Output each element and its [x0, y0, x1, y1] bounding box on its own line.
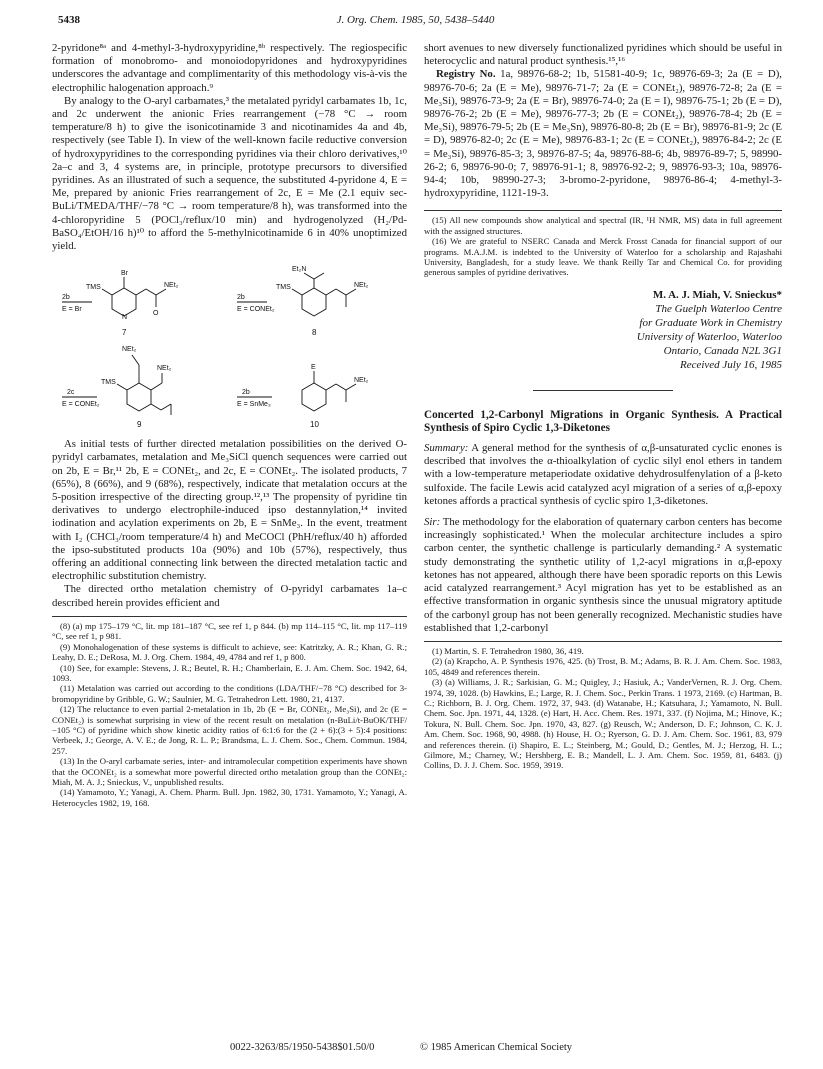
atom-label: O	[153, 310, 159, 318]
atom-label: E	[311, 364, 316, 372]
footnote: (10) See, for example: Stevens, J. R.; Beutel, R. H.; Chamberlain, E. J. Am. Chem. Soc. 1942, 64, 1093.	[52, 662, 407, 683]
footnote: (13) In the O-aryl carbamate series, inter- and intramolecular competition experiments have shown that the OCONEt₂ is a somewhat more powerful directed ortho metalation group than the CONEt₂: Miah, M. A. J.; Snieckus, V., unpublished results.	[52, 756, 407, 787]
footnote: (9) Monohalogenation of these systems is difficult to achieve, see: Katritzky, A. R.; Khan, G. R.; Leahy, D. E.; DeRosa, M. J. Org. Chem. 1984, 49, 4784 and ref 1, p 800.	[52, 641, 407, 663]
pyridine-ring-10	[302, 383, 326, 411]
paragraph: As initial tests of further directed metalation possibilities on the derived O-pyridyl carbamates, metalation and Me₃SiCl quench sequences were carried out on 2b, E = Br,¹¹ 2b, E = CONEt₂, and 2c, E = CONEt₂. The isolated products, 7 (65%), 8 (66%), and 9 (68%), respectively, indicate that metalation occurs at the 5-position irrespective of the directing group.¹²,¹³ The propensity of pyridine tin derivatives to undergo electrophile-induced ipso destannylation,¹⁴ invited iodination and acylation experiments on 2b, E = SnMe₃. In the event, treatment with I₂ (CHCl₃/room temperature/4 h) and MeCOCl (PhH/reflux/40 h) afforded the ipso-substituted products 10a (90%) and 10b (57%), respectively, thus offering an additional connecting link between the directed metalation tactic and electrophilic substitution chemistry.	[52, 438, 407, 583]
registry-numbers	[424, 68, 782, 200]
scheme-condition: 2c	[67, 389, 75, 397]
affiliation-line: University of Waterloo, Waterloo	[636, 330, 782, 343]
author-block	[424, 288, 782, 372]
compound-number: 8	[312, 328, 317, 338]
reference: (1) Martin, S. F. Tetrahedron 1980, 36, 419.	[432, 645, 584, 656]
summary-label: Summary:	[424, 442, 469, 455]
scheme-condition: E = SnMe₃	[237, 401, 271, 409]
affiliation-line: The Guelph Waterloo Centre	[655, 302, 782, 315]
left-column	[52, 42, 407, 808]
paragraph: 2-pyridone⁸ᵃ and 4-methyl-3-hydroxypyridine,⁸ᵇ respectively. The regiospecific formation of monobromo- and monoiodopyridones and hydroxypyridines underscores the advantage and complimentarity of this methodology vis-à-vis the electrophilic halogenation approach.⁹	[52, 42, 407, 94]
footnote-divider	[424, 210, 782, 211]
article-code: 0022-3263/85/1950-5438$01.50/0	[230, 1042, 375, 1053]
affiliation-line: for Graduate Work in Chemistry	[639, 316, 782, 329]
pyridine-ring-9	[127, 383, 151, 411]
atom-label: NEt₂	[164, 282, 179, 290]
compound-number: 10	[310, 420, 319, 430]
summary-text: A general method for the synthesis of α,β-unsaturated cyclic enones is described that involves the α-thioalkylation of cyclic silyl enol ethers in tandem with a low-temperature metaperiodate oxidative dehydrosulfenylation of a β-keto sulfoxide. The facile Lewis acid catalyzed acyl migration of a series of α,β-epoxy ketones affords a practical synthesis of cyclic spiro 1,3-diketones.	[424, 442, 782, 507]
references	[424, 646, 782, 771]
body-text	[424, 516, 782, 635]
footnotes	[52, 621, 407, 808]
atom-label: Et₂N	[292, 266, 307, 274]
atom-label: TMS	[101, 379, 116, 387]
received-date: Received July 16, 1985	[679, 358, 782, 371]
footnote: (15) All new compounds show analytical and spectral (IR, ¹H NMR, MS) data in full agreement with the assigned structures.	[424, 215, 782, 236]
affiliation-line: Ontario, Canada N2L 3G1	[663, 344, 782, 357]
scheme-condition: E = CONEt₂	[62, 401, 100, 409]
atom-label: NEt₂	[354, 282, 369, 290]
copyright: © 1985 American Chemical Society	[420, 1042, 573, 1053]
atom-label: N	[122, 314, 128, 322]
reference: (2) (a) Krapcho, A. P. Synthesis 1976, 425. (b) Trost, B. M.; Adams, B. R. J. Am. Chem. Soc. 1983, 105, 4849 and references therein.	[424, 656, 782, 677]
registry-text: 1a, 98976-68-2; 1b, 51581-40-9; 1c, 98976-69-3; 2a (E = D), 98976-70-6; 2a (E = Me), 98976-71-7; 2a (E = CONEt₂), 98976-72-8; 2a (E = Me₃Si), 98976-73-9; 2a (E = Br), 98976-74-0; 2a (E = I), 98976-75-1; 2b (E = D), 98976-76-2; 2b (E = Me), 98976-77-3; 2b (E = CONEt₂), 98976-78-4; 2b (E = Me₃Si), 98976-79-5; 2b (E = Me₃Sn), 98976-80-8; 2b (E = Br), 98976-81-9; 2c (E = D), 98976-82-0; 2c (E = Me), 98976-83-1; 2c (E = CONEt₂), 98976-84-2; 2c (E = Me₃Si), 98976-85-3; 3, 98976-87-5; 4a, 98976-88-6; 4b, 98976-89-7; 5, 98990-26-2; 6, 98976-90-0; 7, 98976-91-1; 8, 98976-92-2; 9, 98976-93-3; 10a, 98976-94-4; 10b, 98990-27-3; 3-bromo-2-pyridone, 98976-86-4; 4-methyl-3-hydroxypyridine, 1121-19-3.	[424, 68, 782, 200]
scheme-condition: E = CONEt₂	[237, 306, 275, 314]
right-column	[424, 42, 782, 771]
scheme-condition: 2b	[237, 294, 245, 302]
page-number: 5438	[58, 14, 80, 26]
footnote-divider	[52, 616, 407, 617]
footnote: (8) (a) mp 175–179 °C, lit. mp 181–187 °C, see ref 1, p 844. (b) mp 114–115 °C, lit. mp 117–119 °C, see ref 1, p 981.	[52, 620, 407, 642]
atom-label: Br	[121, 270, 128, 278]
atom-label: TMS	[276, 284, 291, 292]
article-title: Concerted 1,2-Carbonyl Migrations in Organic Synthesis. A Practical Synthesis of Spiro Cyclic 1,3-Diketones	[424, 408, 782, 435]
atom-label: NEt₂	[122, 346, 137, 354]
scheme-condition: 2b	[242, 389, 250, 397]
pyridine-ring-7	[112, 288, 136, 316]
structures-figure	[52, 257, 407, 432]
footnote: (14) Yamamoto, Y.; Yanagi, A. Chem. Pharm. Bull. Jpn. 1982, 30, 1731. Yamamoto, Y.; Yanagi, A. Heterocycles 1982, 19, 168.	[52, 787, 407, 808]
paragraph: By analogy to the O-aryl carbamates,³ the metalated pyridyl carbamates 1b, 1c, and 2c underwent the anionic Fries rearrangement (−78 °C → room temperature/8 h) to give the isonicotinamide 3 and nicotinamides 4a and 4b, respectively (see Table I). In view of the well-known facile reductive conversion of hydroxypyridines to the corresponding pyridines via their chloro derivatives,¹⁰ 2a–c and 3, 4 systems are, in principle, prototype precursors to diversified pyridines. As an illustrated of such a sequence, the substituted 4-pyridone 4, E = Me, prepared by anionic Fries rearrangement of 2c, E = Me (2.1 equiv sec-BuLi/TMEDA/THF/−78 °C → room temperature/8 h), was transformed into the 4-chloropyridine 5 (POCl₃/reflux/10 min) and hydrogenolyzed (H₂/Pd-BaSO₄/EtOH/16 h)¹⁰ to afford the 5-methylnicotinamide 6 in 40% unoptimized yield.	[52, 94, 407, 253]
footnote-divider	[424, 641, 782, 642]
footnote: (11) Metalation was carried out according to the conditions (LDA/THF/−78 °C) described for 3-bromopyridine by Gribble, G. W.; Saulnier, M. G. Tetrahedron Lett. 1980, 21, 4137.	[52, 683, 407, 704]
scheme-condition: E = Br	[62, 306, 82, 314]
footnote: (12) The reluctance to even partial 2-metalation in 1b, 2b (E = Br, CONEt₂, Me₃Si), and 2c (E = CONEt₂) is somewhat surprising in view of the recent result on metalation (n-BuLi/t-BuOK/THF/−105 °C) of pyridine which show kinetic acidity ratios of 6:1:6 for the (2 + 6):(3 + 5):4 positions: Verbeek, J.; George, A. V. E.; de Jong, R. L. P.; Brandsma, L. J. Chem. Soc., Chem. Commun. 1984, 257.	[52, 704, 407, 756]
footnote: (16) We are grateful to NSERC Canada and Merck Frosst Canada for financial support of our programs. M.A.J.M. is indebted to the University of Waterloo for a scholarship and Rajashahi University, Bangladesh, for a study leave. We thank Reilly Tar and Chemical Co. for providing generous samples of pyridine derivatives.	[424, 236, 782, 278]
reference: (3) (a) Williams, J. R.; Sarkisian, G. M.; Quigley, J.; Hasiuk, A.; VanderVernen, R. J. Org. Chem. 1974, 39, 1028. (b) Hawkins, E.; Large, R. J. Chem. Soc., Perkin Trans. 1 1973, 2169. (c) Hartman, B. C.; Richborn, B. J. Org. Chem. 1972, 37, 943. (d) Watanabe, H.; Katsuhara, J.; Yamamoto, N. Bull. Chem. Soc. Jpn. 1971, 44, 1328. (e) Hart, H. Acc. Chem. Res. 1971, 337. (f) Nojima, M.; Hinove, K.; Tokura, N. Bull. Chem. Soc. Jpn. 1970, 43, 827. (g) Reusch, W.; Anderson, D. F.; Johnson, C. K. J. Am. Chem. Soc. 1968, 90, 4988. (h) House, H. O.; Ryerson, G. D. J. Am. Chem. Soc. 1961, 83, 979 and references therein. (i) Shapiro, E. L.; Steinberg, M.; Gould, D.; Gentles, M. J.; Herzog, H. L.; Gilmore, M.; Charney, W.; Hershberg, E. B.; Mandell, L. J. Am. Chem. Soc. 1959, 81, 6483. (j) Collins, D. J. J. Chem. Soc. 1959, 3919.	[424, 677, 782, 771]
scheme-condition: 2b	[62, 294, 70, 302]
author-names: M. A. J. Miah, V. Snieckus*	[652, 288, 782, 301]
article-separator	[533, 390, 673, 391]
footnotes	[424, 215, 782, 277]
paragraph: short avenues to new diversely functionalized pyridines which should be useful in heterocyclic and natural product synthesis.¹⁵,¹⁶	[424, 42, 782, 68]
atom-label: NEt₂	[157, 365, 172, 373]
compound-number: 7	[122, 328, 127, 338]
chemical-schemes	[52, 257, 407, 432]
atom-label: NEt₂	[354, 377, 369, 385]
atom-label: TMS	[86, 284, 101, 292]
pyridine-ring-8	[302, 288, 326, 316]
paragraph: The directed ortho metalation chemistry of O-pyridyl carbamates 1a–c described herein provides efficient and	[52, 583, 407, 609]
registry-label: Registry No.	[436, 68, 496, 81]
journal-citation: J. Org. Chem. 1985, 50, 5438–5440	[336, 14, 495, 26]
page-header	[58, 14, 773, 30]
sir-label: Sir:	[424, 516, 441, 529]
sir-text: The methodology for the elaboration of quaternary carbon centers has become increasingly sophisticated.¹ When the molecular architecture includes a spiro carbon center, the synthetic challenge is particularly demanding.² A systematic study demonstrating the synthetic utility of 1,2-acyl migrations in α,β-epoxy ketones has not appeared, although there have been sporadic reports on this Lewis acid catalyzed rearrangement.³ Acyl migration has yet to be established as an effective transformation in organic synthesis since the unusual migratory aptitude of the carbonyl group has not been generally recognized. Mechanistic studies have established that 1,2-carbonyl	[424, 516, 782, 634]
summary	[424, 442, 782, 508]
compound-number: 9	[137, 420, 142, 430]
